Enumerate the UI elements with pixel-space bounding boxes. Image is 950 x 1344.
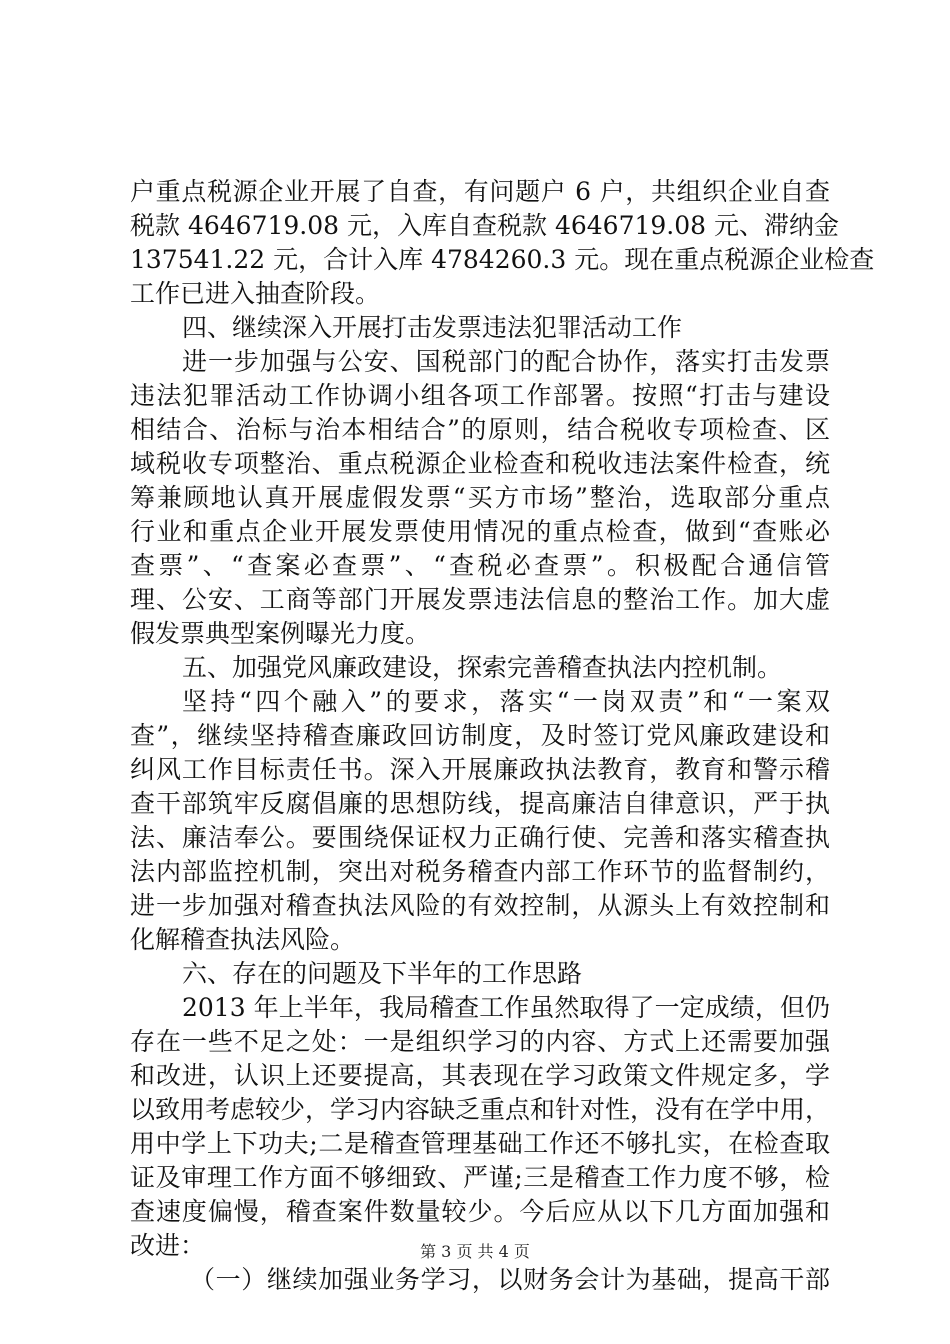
text-line: 假发票典型案例曝光力度。	[130, 619, 431, 648]
section-heading: 四、继续深入开展打击发票违法犯罪活动工作	[182, 313, 683, 342]
text-line: 进一步加强对稽查执法风险的有效控制，从源头上有效控制和	[130, 891, 830, 920]
page-number-footer: 第 3 页 共 4 页	[420, 1242, 530, 1261]
text-line: 违法犯罪活动工作协调小组各项工作部署。按照“打击与建设	[130, 381, 830, 410]
text-line: 相结合、治标与治本相结合”的原则，结合税收专项检查、区	[130, 415, 830, 444]
text-line: 理、公安、工商等部门开展发票违法信息的整治工作。加大虚	[130, 585, 830, 614]
text-line: 域税收专项整治、重点税源企业检查和税收违法案件检查，统	[130, 449, 830, 478]
text-line: 税款 4646719.08 元，入库自查税款 4646719.08 元、滞纳金	[130, 211, 839, 240]
text-line: 化解稽查执法风险。	[130, 925, 356, 954]
text-line: 改进：	[130, 1231, 206, 1260]
text-line: 法内部监控机制，突出对税务稽查内部工作环节的监督制约，	[130, 857, 830, 886]
text-line: 行业和重点企业开展发票使用情况的重点检查，做到“查账必	[130, 517, 830, 546]
text-line: 137541.22 元，合计入库 4784260.3 元。现在重点税源企业检查	[130, 245, 875, 274]
text-line: 查速度偏慢，稽查案件数量较少。今后应从以下几方面加强和	[130, 1197, 830, 1226]
text-line: 证及审理工作方面不够细致、严谨;三是稽查工作力度不够，检	[130, 1163, 830, 1192]
text-line: 户重点税源企业开展了自查，有问题户 6 户，共组织企业自查	[130, 177, 830, 206]
text-line: 用中学上下功夫;二是稽查管理基础工作还不够扎实，在检查取	[130, 1129, 830, 1158]
text-line: 查干部筑牢反腐倡廉的思想防线，提高廉洁自律意识，严于执	[130, 789, 830, 818]
text-line: 存在一些不足之处：一是组织学习的内容、方式上还需要加强	[130, 1027, 830, 1056]
text-line: 法、廉洁奉公。要围绕保证权力正确行使、完善和落实稽查执	[130, 823, 830, 852]
text-line: 查”，继续坚持稽查廉政回访制度，及时签订党风廉政建设和	[130, 721, 830, 750]
text-line: 工作已进入抽查阶段。	[130, 279, 381, 308]
text-line: （一）继续加强业务学习，以财务会计为基础，提高干部	[190, 1265, 830, 1294]
text-line: 2013 年上半年，我局稽查工作虽然取得了一定成绩，但仍	[182, 993, 830, 1022]
text-line: 筹兼顾地认真开展虚假发票“买方市场”整治，选取部分重点	[130, 483, 830, 512]
section-heading: 五、加强党风廉政建设，探索完善稽查执法内控机制。	[182, 653, 783, 682]
text-line: 坚持“四个融入”的要求，落实“一岗双责”和“一案双	[182, 687, 830, 716]
text-line: 纠风工作目标责任书。深入开展廉政执法教育，教育和警示稽	[130, 755, 830, 784]
section-heading: 六、存在的问题及下半年的工作思路	[182, 959, 583, 988]
text-line: 和改进，认识上还要提高，其表现在学习政策文件规定多，学	[130, 1061, 830, 1090]
text-line: 以致用考虑较少，学习内容缺乏重点和针对性，没有在学中用，	[130, 1095, 831, 1124]
text-line: 进一步加强与公安、国税部门的配合协作，落实打击发票	[182, 347, 830, 376]
text-line: 查票”、“查案必查票”、“查税必查票”。积极配合通信管	[130, 551, 830, 580]
